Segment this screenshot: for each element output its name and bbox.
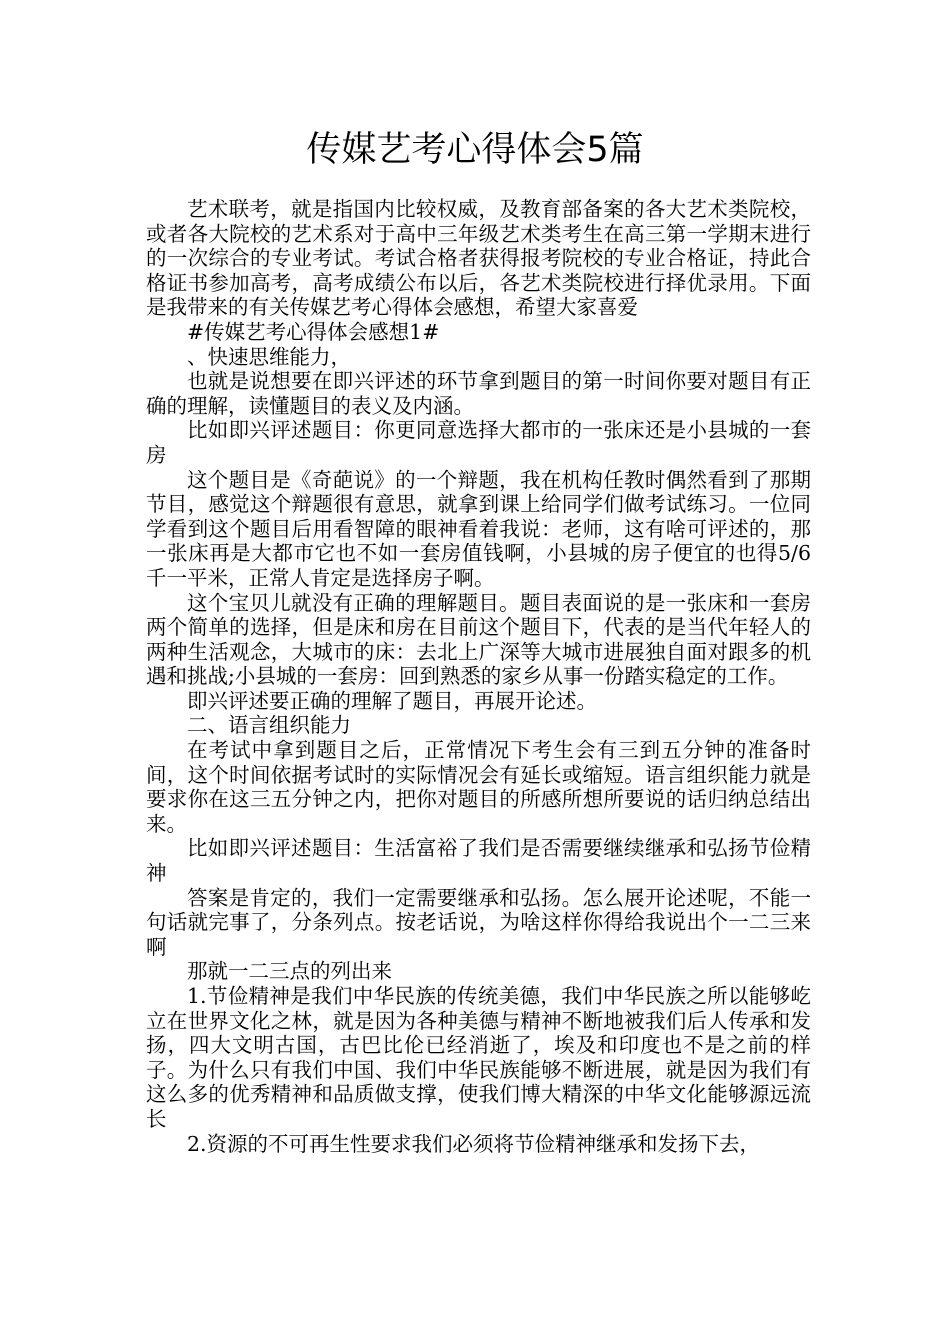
body-paragraph: 比如即兴评述题目：生活富裕了我们是否需要继续继承和弘扬节俭精神	[146, 836, 811, 886]
section-heading-1: #传媒艺考心得体会感想1#	[187, 319, 440, 344]
intro-paragraph: 艺术联考，就是指国内比较权威，及教育部备案的各大艺术类院校，或者各大院校的艺术系对于高中三年级艺术类考生在高三第一学期末进行的一次综合的专业考试。考试合格者获得报考院校的专业合格证，持此合格证书参加高考，高考成绩公布以后，各艺术类院校进行择优录用。下面是我带来的有关传媒艺考心得体会感想，希望大家喜爱	[146, 197, 811, 320]
body-paragraph: 在考试中拿到题目之后，正常情况下考生会有三到五分钟的准备时间，这个时间依据考试时的实际情况会有延长或缩短。语言组织能力就是要求你在这三五分钟之内，把你对题目的所感所想所要说的话归纳总结出来。	[146, 738, 811, 836]
document-title: 传媒艺考心得体会5篇	[306, 130, 644, 170]
body-paragraph: 答案是肯定的，我们一定需要继承和弘扬。怎么展开论述呢，不能一句话就完事了，分条列点。按老话说，为啥这样你得给我说出个一二三来啊	[146, 885, 811, 959]
subheading-language-organization: 二、语言组织能力	[187, 713, 351, 738]
body-paragraph: 这个题目是《奇葩说》的一个辩题，我在机构任教时偶然看到了那期节目，感觉这个辩题很有意思，就拿到课上给同学们做考试练习。一位同学看到这个题目后用看智障的眼神看着我说：老师，这有啥可评述的，那一张床再是大都市它也不如一套房值钱啊，小县城的房子便宜的也得5/6千一平米，正常人肯定是选择房子啊。	[146, 467, 811, 590]
body-paragraph: 这个宝贝儿就没有正确的理解题目。题目表面说的是一张床和一套房两个简单的选择，但是床和房在目前这个题目下，代表的是当代年轻人的两种生活观念，大城市的床：去北上广深等大城市进展独自面对跟多的机遇和挑战;小县城的一套房：回到熟悉的家乡从事一份踏实稳定的工作。	[146, 590, 811, 689]
body-paragraph: 即兴评述要正确的理解了题目，再展开论述。	[187, 688, 597, 713]
body-paragraph: 那就一二三点的列出来	[187, 959, 392, 984]
body-paragraph: 也就是说想要在即兴评述的环节拿到题目的第一时间你要对题目有正确的理解，读懂题目的表义及内涵。	[146, 369, 811, 418]
list-item: 1.节俭精神是我们中华民族的传统美德，我们中华民族之所以能够屹立在世界文化之林，就是因为各种美德与精神不断地被我们后人传承和发扬，四大文明古国，古巴比伦已经消逝了，埃及和印度也不是之前的样子。为什么只有我们中国、我们中华民族能够不断进展，就是因为我们有这么多的优秀精神和品质做支撑，使我们博大精深的中华文化能够源远流长	[146, 984, 811, 1131]
list-item: 2.资源的不可再生性要求我们必须将节俭精神继承和发扬下去，	[187, 1131, 761, 1156]
document-body	[146, 197, 811, 1156]
subheading-fast-thinking: 、快速思维能力，	[187, 344, 351, 369]
body-paragraph: 比如即兴评述题目：你更同意选择大都市的一张床还是小县城的一套房	[146, 418, 811, 467]
